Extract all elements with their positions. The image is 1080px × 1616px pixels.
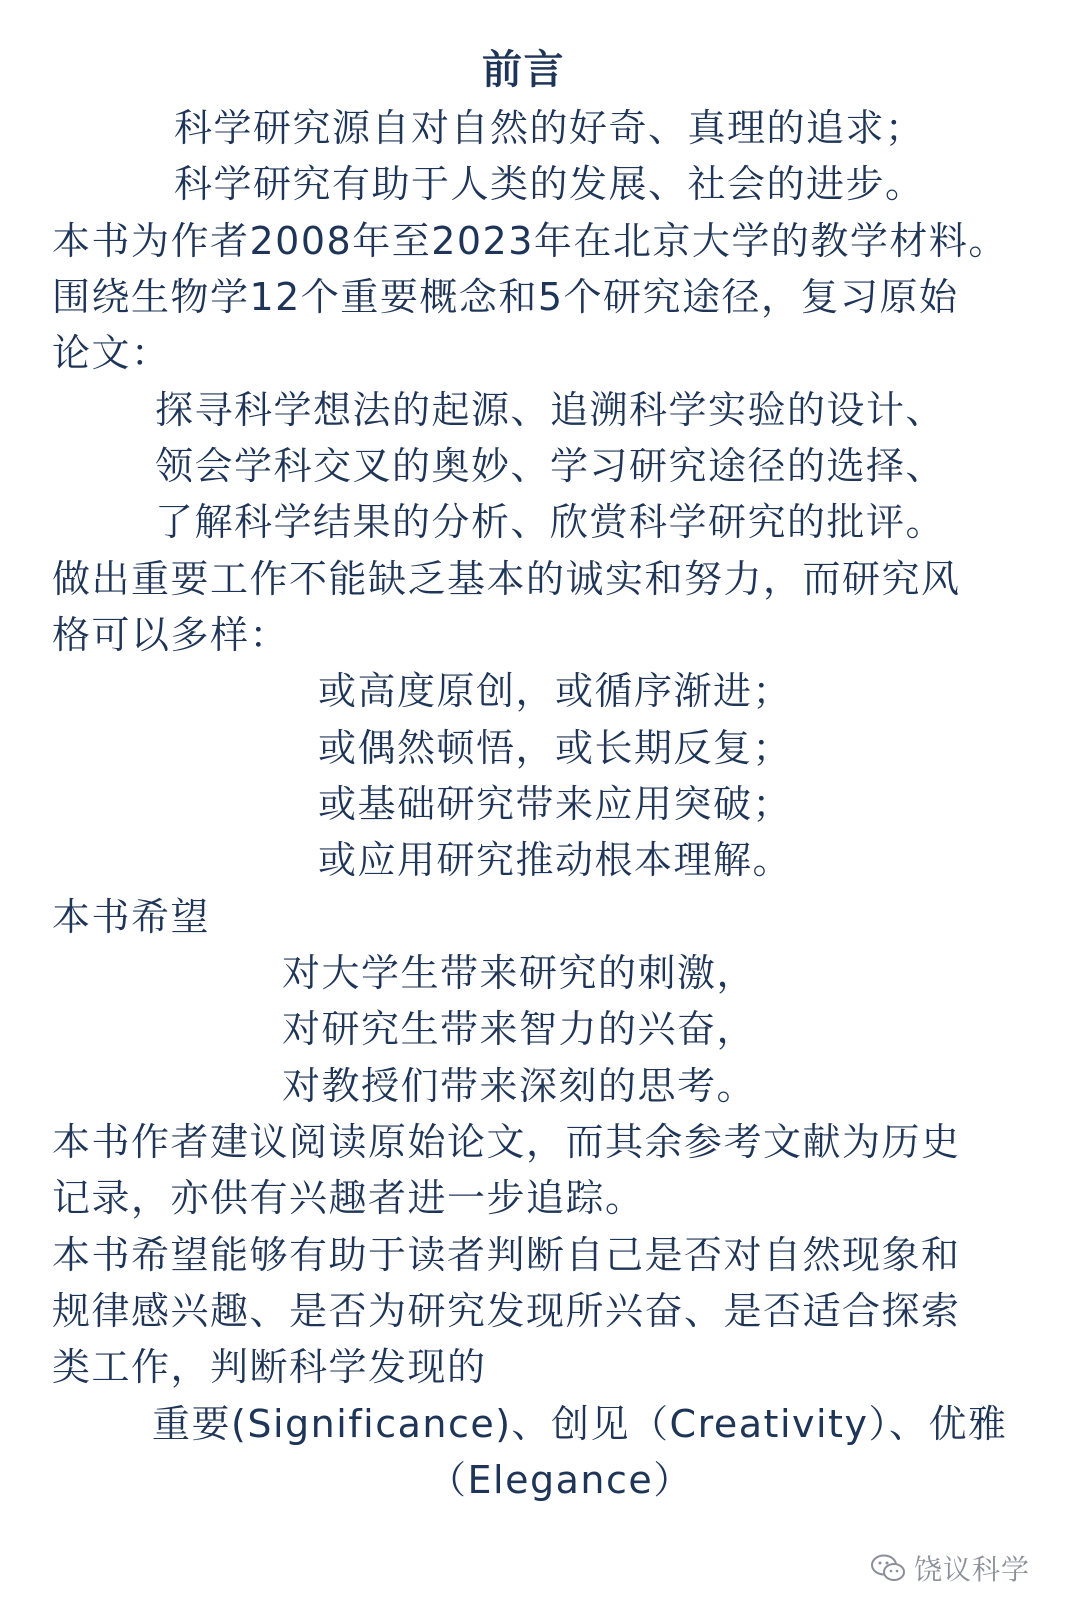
text-line: 探寻科学想法的起源、追溯科学实验的设计、	[155, 388, 946, 432]
text-line: 了解科学结果的分析、欣赏科学研究的批评。	[155, 500, 946, 544]
text-line: 规律感兴趣、是否为研究发现所兴奋、是否适合探索	[52, 1289, 961, 1333]
text-line: 围绕生物学12个重要概念和5个研究途径，复习原始	[52, 275, 959, 319]
text-line: 格可以多样：	[52, 613, 290, 657]
text-line: 类工作，判断科学发现的	[52, 1345, 487, 1389]
text-line: 或应用研究推动根本理解。	[318, 838, 793, 882]
page-title: 前言	[482, 47, 565, 93]
text-line: 科学研究有助于人类的发展、社会的进步。	[174, 162, 925, 206]
text-line: 本书为作者2008年至2023年在北京大学的教学材料。	[52, 219, 1008, 263]
text-line: 记录，亦供有兴趣者进一步追踪。	[52, 1176, 645, 1220]
text-line: 或偶然顿悟，或长期反复；	[318, 726, 793, 770]
text-line: 对研究生带来智力的兴奋，	[282, 1007, 757, 1051]
text-line: 本书作者建议阅读原始论文，而其余参考文献为历史	[52, 1120, 961, 1164]
text-line: 做出重要工作不能缺乏基本的诚实和努力，而研究风	[52, 557, 961, 601]
text-line: 重要(Significance)、创见（Creativity）、优雅	[152, 1402, 1008, 1446]
text-line: 对大学生带来研究的刺激，	[282, 951, 757, 995]
text-line: 科学研究源自对自然的好奇、真理的追求；	[174, 106, 925, 150]
text-line: 对教授们带来深刻的思考。	[282, 1064, 757, 1108]
wechat-icon	[870, 1553, 906, 1583]
text-line: 论文：	[52, 331, 171, 375]
text-line: 领会学科交叉的奥妙、学习研究途径的选择、	[155, 444, 946, 488]
text-line: 或高度原创，或循序渐进；	[318, 669, 793, 713]
text-line: 本书希望	[52, 895, 211, 939]
text-line: 本书希望能够有助于读者判断自己是否对自然现象和	[52, 1233, 961, 1277]
watermark-text: 饶议科学	[914, 1553, 1031, 1586]
text-line: 或基础研究带来应用突破；	[318, 782, 793, 826]
watermark	[870, 1548, 1030, 1588]
text-line: （Elegance）	[428, 1458, 693, 1502]
